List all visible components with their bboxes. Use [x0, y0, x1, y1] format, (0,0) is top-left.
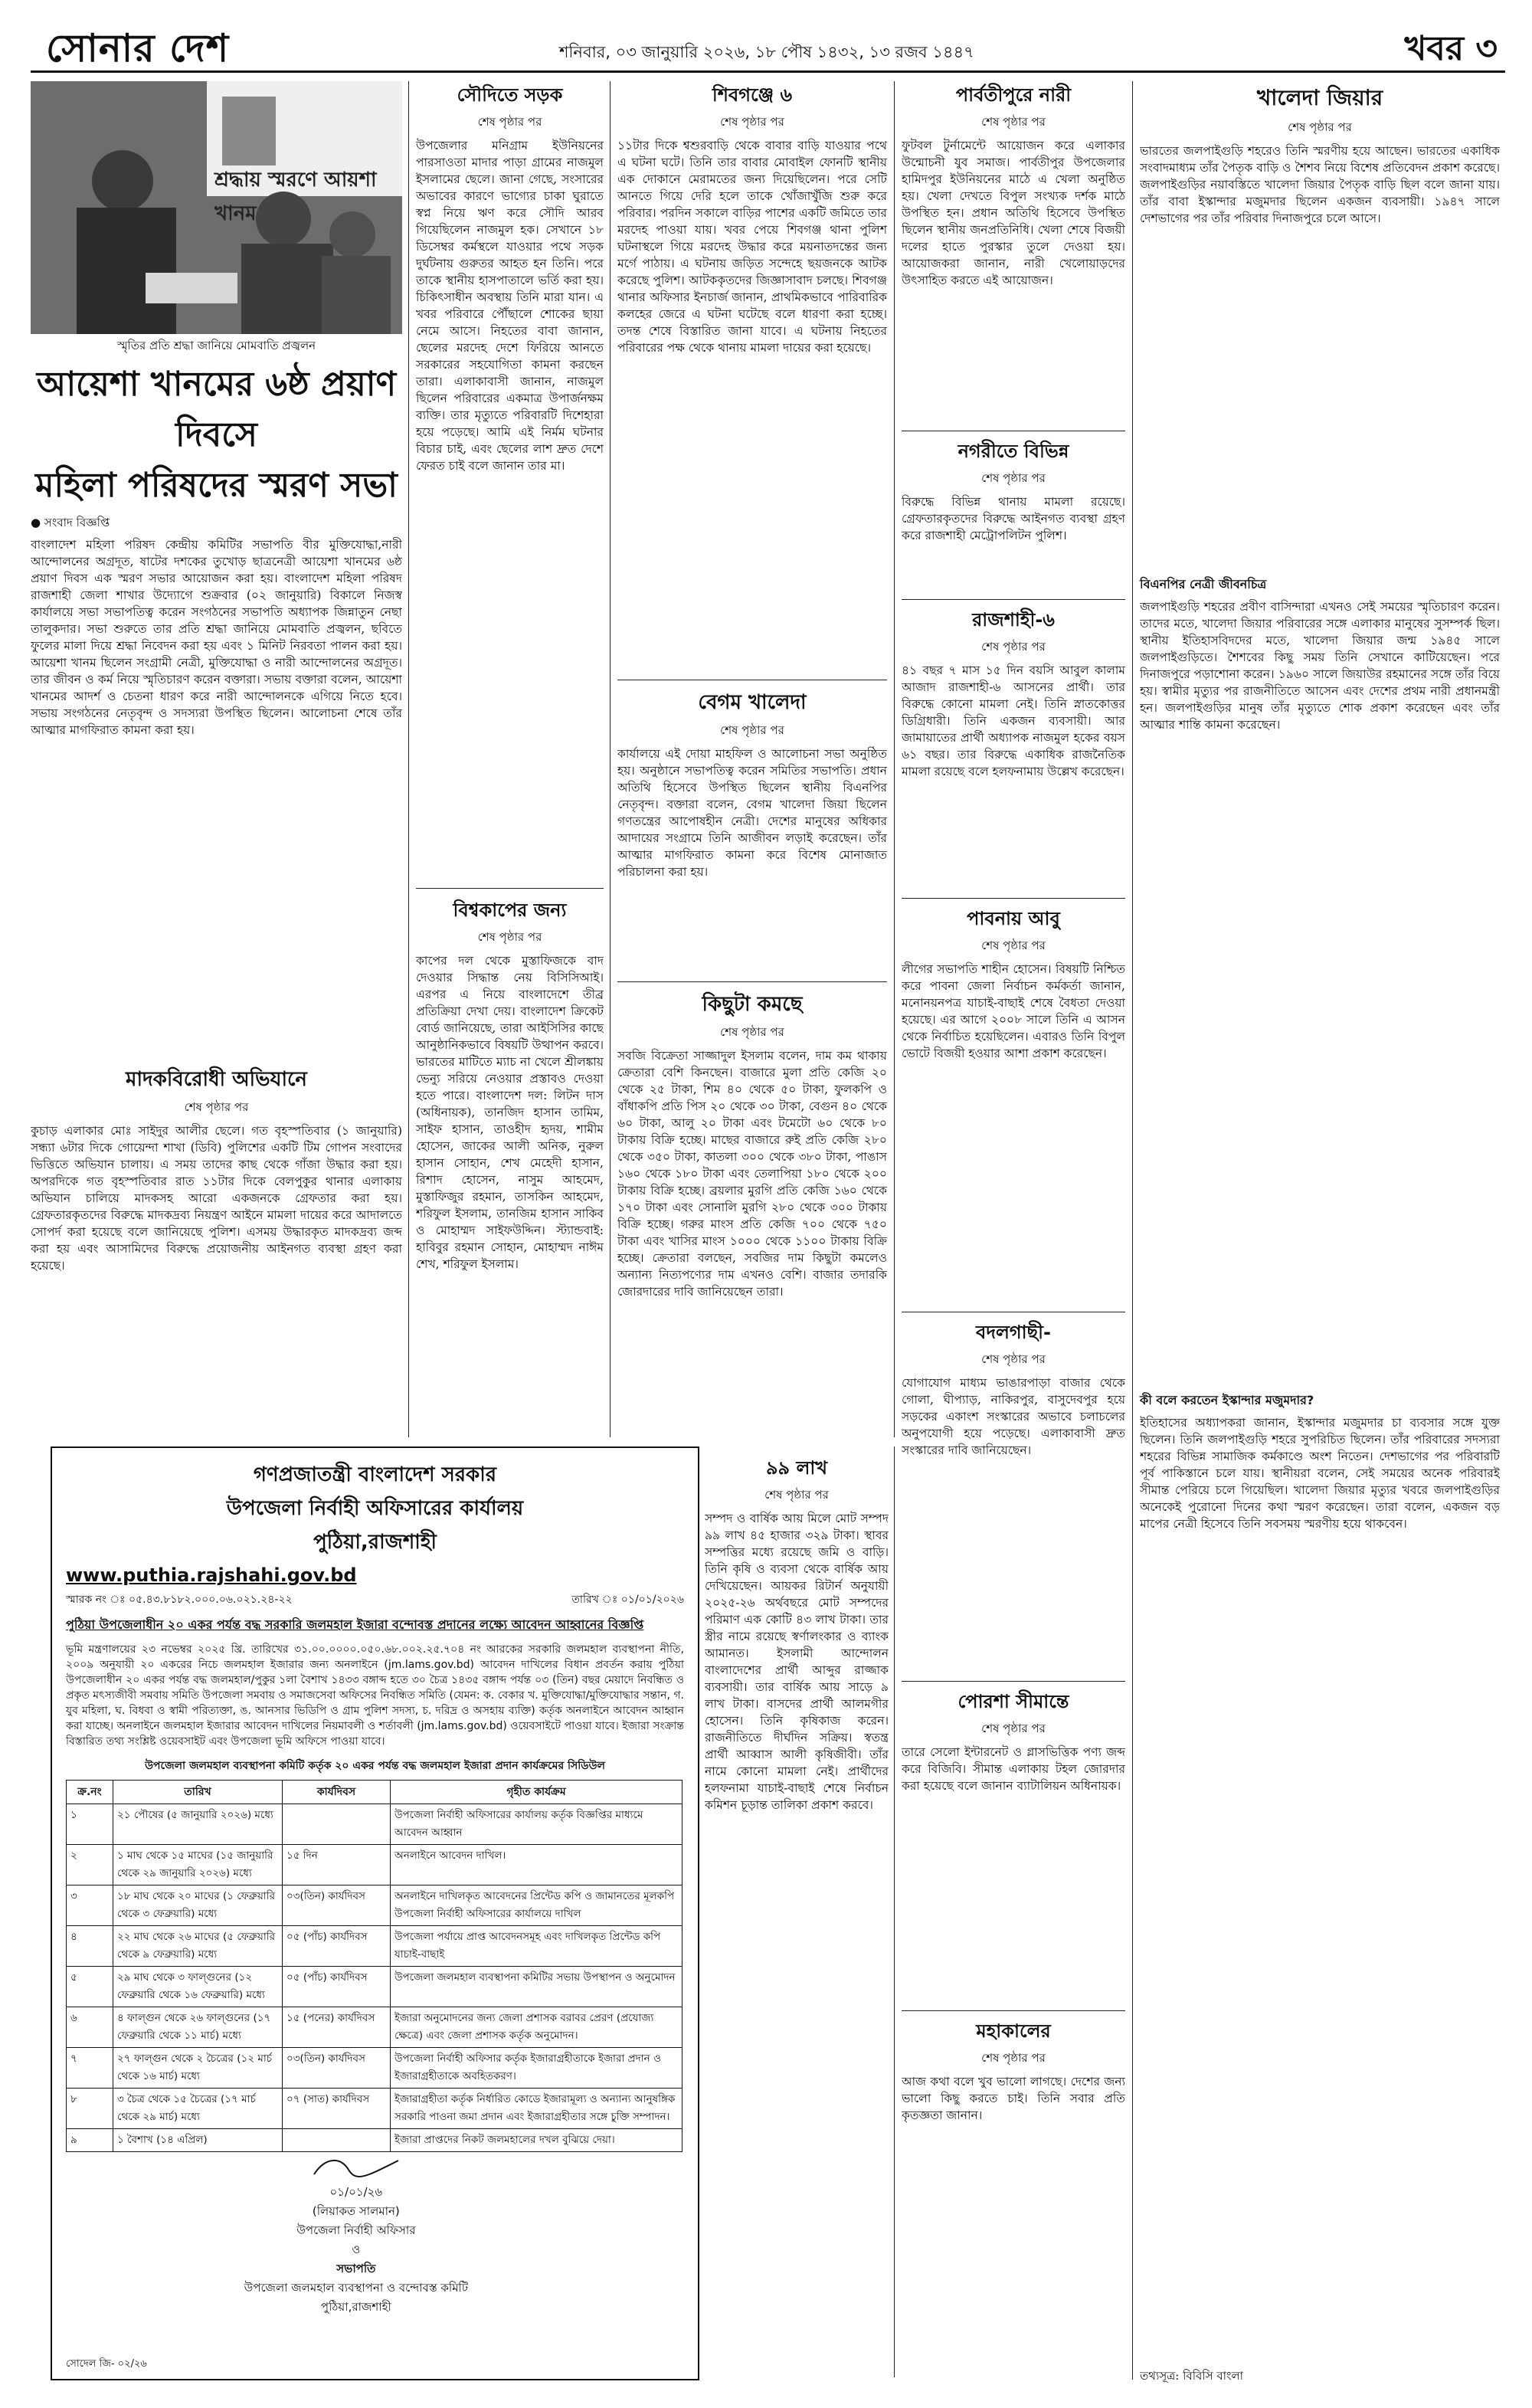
article-title: শিবগঞ্জে ৬	[712, 84, 793, 106]
article-body: আজ কথা বলে খুব ভালো লাগছে। দেশের জন্য ভালো কিছু করতে চাই। তিনি সবার প্রতি কৃতজ্ঞতা জানান।	[902, 2075, 1125, 2122]
newspaper-page	[31, 20, 1505, 2387]
article-body: যোগাযোগ মাধ্যম ভাঙারপাড়া বাজার থেকে গোলা, ঘীপ্যাড়, নাকিরপুর, বাসুদেবপুর হয়ে সড়কের একাংশ সংস্কারের অভাবে চলাচলের অনুপযোগী হয়ে পড়েছে। এলাকাবাসী দ্রুত সংস্কারের দাবি জানিয়েছেন।	[902, 1376, 1125, 1457]
article-title: সৌদিতে সড়ক	[457, 84, 563, 106]
article-divider	[902, 599, 1125, 600]
table-cell: উপজেলা নির্বাহী অফিসার কর্তৃক ইজারাগ্রহীতাকে ইজারা প্রদান ও ইজারাগ্রহীতাকে অবহিতকরণ।	[391, 2048, 683, 2089]
article-divider	[902, 1681, 1125, 1682]
table-cell: ৮	[67, 2089, 113, 2129]
signer-title: উপজেলা নির্বাহী অফিসার	[296, 2223, 416, 2237]
article-title: ৯৯ লাখ	[765, 1457, 828, 1479]
ad-code: সোদেল জি- ০২/২৬	[66, 2358, 147, 2370]
continued-label: শেষ পৃষ্ঠার পর	[477, 115, 542, 129]
article-body: কুচাড় এলাকার মোঃ সাইদুর আলীর ছেলে। গত বৃহস্পতিবার (১ জানুয়ারি) সন্ধ্যা ৬টার দিকে গোয়েন্দা শাখা (ডিবি) পুলিশের একটি টিম গোপন সংবাদের ভিত্তিতে অভিযান চালায়। এ সময় তাদের কাছ থেকে গাঁজা উদ্ধার করা হয়। অপরদিকে গত বৃহস্পতিবার রাত ১১টার দিকে বেলপুকুর থানার এলাকায় অভিযান চালিয়ে মাদকসহ আরো একজনকে গ্রেফতার করা হয়। গ্রেফতারকৃতদের বিরুদ্ধে মাদকদ্রব্য নিয়ন্ত্রণ আইনে মামলা দায়ের করে আদালতে সোপর্দ করা হয়েছে বলে জানিয়েছে পুলিশ। এসময় উদ্ধারকৃত মাদকদ্রব্য জব্দ করা হয় এবং আসামিদের বিরুদ্ধে প্রয়োজনীয় আইনগত ব্যবস্থা গ্রহণ করা হয়েছে।	[31, 1124, 402, 1273]
continued-label: শেষ পৃষ্ঠার পর	[981, 115, 1046, 129]
continued-label: শেষ পৃষ্ঠার পর	[981, 2051, 1046, 2065]
notice-website[interactable]: www.puthia.rajshahi.gov.bd	[66, 1564, 357, 1586]
column-5	[1140, 81, 1500, 2387]
signature-date: ০১/০১/২৬	[329, 2185, 383, 2199]
table-header: তারিখ	[113, 1781, 283, 1804]
notice-office: উপজেলা নির্বাহী অফিসারের কার্যালয়	[226, 1497, 524, 1520]
issue-date: শনিবার, ০৩ জানুয়ারি ২০২৬, ১৮ পৌষ ১৪৩২, ১৩ রজব ১৪৪৭	[559, 43, 974, 61]
table-cell: ২২ মাঘ থেকে ২৬ মাঘের (৫ ফেব্রুয়ারি থেকে ৯ ফেব্রুয়ারি) মধ্যে	[113, 1926, 283, 1967]
article-body: ১১টার দিকে শ্বশুরবাড়ি থেকে বাবার বাড়ি যাওয়ার পথে এ ঘটনা ঘটে। তিনি তার বাবার মোবাইল ফোনটি স্থানীয় এক দোকানে মেরামতের জন্য দিয়েছিলেন। পরে সেটি আনতে গিয়ে দেরি হলে তাকে খোঁজাখুঁজি শুরু করে পরিবার। পরদিন সকালে বাড়ির পাশের একটি জমিতে তার মরদেহ পাওয়া যায়। খবর পেয়ে শিবগঞ্জ থানা পুলিশ ঘটনাস্থলে গিয়ে মরদেহ উদ্ধার করে ময়নাতদন্তের জন্য মর্গে পাঠায়। এ ঘটনায় জড়িত সন্দেহে ছয়জনকে আটক করেছে পুলিশ। আটককৃতদের জিজ্ঞাসাবাদ চলছে। শিবগঞ্জ থানার অফিসার ইনচার্জ জানান, প্রাথমিকভাবে পারিবারিক কলহের জেরে এ ঘটনা ঘটেছে বলে ধারণা করা হচ্ছে। তদন্ত শেষে বিস্তারিত জানা যাবে। এ ঘটনায় নিহতের পরিবারের পক্ষ থেকে থানায় মামলা দায়ের করা হয়েছে।	[617, 139, 887, 355]
signer-role: সভাপতি	[336, 2262, 376, 2275]
article-body: তারে সেলো ইন্টারনেট ও গ্লাসভিত্তিক পণ্য জব্দ করে বিজিবি। সীমান্ত এলাকায় টহল জোরদার করা হয়েছে বলে জানান ব্যাটালিয়ন অধিনায়ক।	[902, 1745, 1125, 1793]
notice-title: পুঠিয়া উপজেলাধীন ২০ একর পর্যন্ত বদ্ধ সরকারি জলমহাল ইজারা বন্দোবস্ত প্রদানের লক্ষ্যে আবেদন আহ্বানের বিজ্ঞপ্তি	[66, 1617, 644, 1632]
table-cell: উপজেলা পর্যায়ে প্রাপ্ত আবেদনসমূহ এবং দাখিলকৃত প্রিন্টেড কপি যাচাই-বাছাই	[391, 1926, 683, 1967]
table-cell: ১	[67, 1804, 113, 1845]
continued-label: শেষ পৃষ্ঠার পর	[764, 1488, 829, 1502]
article-body: কাপের দল থেকে মুস্তাফিজকে বাদ দেওয়ার সিদ্ধান্ত নেয় বিসিসিআই। এরপর এ নিয়ে বাংলাদেশে তীব্র প্রতিক্রিয়া দেখা দেয়। বাংলাদেশ ক্রিকেট বোর্ড জানিয়েছে, তারা আইসিসির কাছে আনুষ্ঠানিকভাবে বিষয়টি উত্থাপন করবে। ভারতের মাটিতে ম্যাচ না খেলে শ্রীলঙ্কায় ভেন্যু সরিয়ে নেওয়ার প্রস্তাবও দেওয়া হতে পারে। বাংলাদেশ দল: লিটন দাস (অধিনায়ক), তানজিদ হাসান তামিম, সাইফ হাসান, তাওহীদ হৃদয়, শামীম হোসেন, জাকের আলী অনিক, নুরুল হাসান সোহান, শেখ মেহেদী হাসান, রিশাদ হোসেন, নাসুম আহমেদ, মুস্তাফিজুর রহমান, তাসকিন আহমেদ, শরিফুল ইসলাম, তানজিম হাসান সাকিব ও মোহাম্মদ সাইফউদ্দিন। স্ট্যান্ডবাই: হাবিবুর রহমান সোহান, মোহাম্মদ নাঈম শেখ, শরিফুল ইসলাম।	[416, 954, 604, 1271]
newspaper-logo: সোনার দেশ	[46, 25, 230, 70]
article-body: জলপাইগুড়ি শহরের প্রবীণ বাসিন্দারা এখনও সেই সময়ের স্মৃতিচারণ করেন। তাদের মতে, খালেদা জিয়ার পরিবারের সঙ্গে এলাকার মানুষের সুসম্পর্ক ছিল। স্থানীয় ইতিহাসবিদদের মতে, খালেদা জিয়ার জন্ম ১৯৪৫ সালে জলপাইগুড়িতে। শৈশবের কিছু সময় তিনি সেখানে কাটিয়েছেন। পরে দিনাজপুরে পড়াশোনা করেন। ১৯৬০ সালে জিয়াউর রহমানের সঙ্গে তাঁর বিয়ে হয়। স্বামীর মৃত্যুর পর রাজনীতিতে আসেন এবং দেশের প্রথম নারী প্রধানমন্ত্রী হন। জলপাইগুড়ির মানুষ তাঁর মৃত্যুতে শোক প্রকাশ করেছেন এবং তাঁর আত্মার শান্তি কামনা করেছেন।	[1140, 600, 1500, 732]
article-divider	[617, 981, 887, 982]
continued-label: শেষ পৃষ্ঠার পর	[477, 930, 542, 944]
continued-label: শেষ পৃষ্ঠার পর	[720, 115, 784, 129]
photo-banner-text: শ্রদ্ধায় স্মরণে আয়শা খানম	[214, 169, 377, 225]
article-divider	[902, 898, 1125, 899]
continued-label: শেষ পৃষ্ঠার পর	[720, 1025, 784, 1039]
table-cell: ইজারাগ্রহীতা কর্তৃক নির্ধারিত কোডে ইজারামূল্য ও অন্যান্য আনুষঙ্গিক সরকারি পাওনা জমা প্রদান এবং ইজারাগ্রহীতার সঙ্গে চুক্তি সম্পাদন।	[391, 2089, 683, 2129]
article-source: তথ্যসূত্র: বিবিসি বাংলা	[1140, 2369, 1243, 2383]
table-cell: ১৮ মাঘ থেকে ২০ মাঘের (১ ফেব্রুয়ারি থেকে ৩ ফেব্রুয়ারি) মধ্যে	[113, 1885, 283, 1926]
table-row	[67, 2129, 683, 2152]
article-title: মহাকালের	[976, 2020, 1051, 2042]
signer-and: ও	[352, 2243, 361, 2256]
column-99-lakh	[705, 1454, 889, 2383]
table-cell: ৬	[67, 2007, 113, 2048]
table-cell: উপজেলা নির্বাহী অফিসারের কার্যালয় কর্তৃক বিজ্ঞপ্তির মাধ্যমে আবেদন আহ্বান	[391, 1804, 683, 1845]
article-title: নগরীতে বিভিন্ন	[958, 441, 1069, 462]
article-body: উপজেলার মনিগ্রাম ইউনিয়নের পারসাওতা মাদার পাড়া গ্রামের নাজমুল ইসলামের ছেলে। জানা গেছে, সংসারের অভাবের কারণে ভাগ্যের চাকা ঘুরাতে স্বপ্ন নিয়ে ঋণ করে সৌদি আরব গিয়েছিলেন নাজমুল হক। সেখানে ১৮ ডিসেম্বর কর্মস্থলে যাওয়ার পথে সড়ক দুর্ঘটনায় গুরুতর আহত হন তিনি। পরে তাকে স্থানীয় হাসপাতালে ভর্তি করা হয়। চিকিৎসাধীন অবস্থায় তিনি মারা যান। এ খবর পরিবারে পৌঁছালে শোকের ছায়া নেমে আসে। নিহতের বাবা জানান, ছেলের মরদেহ দেশে ফিরিয়ে আনতে সরকারের সহযোগিতা কামনা করছেন তারা। এলাকাবাসী জানান, নাজমুল ছিলেন পরিবারের একমাত্র উপার্জনক্ষম ব্যক্তি। তার মৃত্যুতে পরিবারটি দিশেহারা হয়ে পড়েছে। আমি এই নির্মম ঘটনার বিচার চাই, এবং ছেলের লাশ দ্রুত দেশে ফেরত চাই বলে জানান তার মা।	[416, 139, 604, 473]
government-notice	[51, 1446, 699, 2380]
table-cell: ০৫ (পাঁচ) কার্যদিবস	[283, 1926, 391, 1967]
table-cell: ৩ চৈত্র থেকে ১৫ চৈত্রের (১৭ মার্চ থেকে ২৯ মার্চ) মধ্যে	[113, 2089, 283, 2129]
table-cell	[283, 2129, 391, 2152]
table-cell: ১ মাঘ থেকে ১৫ মাঘের (১৫ জানুয়ারি থেকে ২৯ জানুয়ারি ২০২৬) মধ্যে	[113, 1845, 283, 1885]
column-3	[617, 81, 887, 1476]
lead-article-body: বাংলাদেশ মহিলা পরিষদ কেন্দ্রীয় কমিটির সভাপতি বীর মুক্তিযোদ্ধা,নারী আন্দোলনের অগ্রদূত, ষাটের দশকের তুখোড় ছাত্রনেত্রী আয়েশা খানমের ৬ষ্ঠ প্রয়াণ দিবস এক স্মরণ সভার আয়োজন করা হয়। বাংলাদেশ মহিলা পরিষদ রাজশাহী জেলা শাখার উদ্যোগে শুক্রবার (০২ জানুয়ারি) বিকালে নিজস্ব কার্যালয়ে সভা সভাপতিত্ব করেন সংগঠনের সভাপতি অধ্যাপক জিন্নাতুন নেছা তালুকদার। সভা শুরুতে তার প্রতি শ্রদ্ধা জানিয়ে মোমবাতি প্রজ্বলন, ছবিতে ফুলের মালা দিয়ে শ্রদ্ধা নিবেদন করা হয় এবং ১ মিনিট নিরবতা পালন করা হয়। আয়েশা খানম ছিলেন সংগ্রামী নেত্রী, মুক্তিযোদ্ধা ও নারী আন্দোলনের অগ্রদূত। তার জীবন ও কর্ম নিয়ে স্মৃতিচারণ করেন বক্তারা। সভায় বক্তারা বলেন, আয়েশা খানমের আদর্শ ও চেতনা ধারণ করে নারী আন্দোলনকে এগিয়ে নিতে হবে। সভায় সংগঠনের নেতৃবৃন্দ ও সদস্যরা উপস্থিত ছিলেন। আলোচনা শেষে তাঁর আত্মার মাগফিরাত কামনা করা হয়।	[31, 538, 402, 737]
table-cell: ৩	[67, 1885, 113, 1926]
headline-line-1: আয়েশা খানমের ৬ষ্ঠ প্রয়াণ দিবসে	[36, 365, 397, 454]
article-body: বিরুদ্ধে বিভিন্ন থানায় মামলা রয়েছে। গ্রেফতারকৃতদের বিরুদ্ধে আইনগত ব্যবস্থা গ্রহণ করে রাজশাহী মেট্রোপলিটন পুলিশ।	[902, 495, 1125, 542]
signer-place: পুঠিয়া,রাজশাহী	[320, 2300, 391, 2314]
column-divider	[408, 81, 409, 1437]
article-body: ইতিহাসের অধ্যাপকরা জানান, ইস্কান্দার মজুমদার চা ব্যবসার সঙ্গে যুক্ত ছিলেন। তিনি জলপাইগুড়ি শহরে সুপরিচিত ছিলেন। তাঁর পরিবারের সদস্যরা শহরের বিভিন্ন সামাজিক কর্মকাণ্ডে অংশ নিতেন। দেশভাগের পর পরিবারটি পূর্ব পাকিস্তানে চলে যায়। স্থানীয়রা বলেন, সেই সময়ের অনেক পরিবারই সীমান্ত পেরিয়ে চলে গিয়েছিল। খালেদা জিয়ার মৃত্যুর খবরে জলপাইগুড়ির অনেকেই পুরোনো দিনের কথা স্মরণ করেছেন। তারা বলেন, একজন বড় মাপের নেত্রী হিসেবে তিনি সবসময় স্মরণীয় হয়ে থাকবেন।	[1140, 1416, 1500, 1531]
continued-label: শেষ পৃষ্ঠার পর	[981, 640, 1046, 654]
column-divider	[1132, 81, 1133, 2380]
article-body: কার্যালয়ে এই দোয়া মাহফিল ও আলোচনা সভা অনুষ্ঠিত হয়। অনুষ্ঠানে সভাপতিত্ব করেন সমিতির সভাপতি। প্রধান অতিথি হিসেবে উপস্থিত ছিলেন স্থানীয় বিএনপির নেতৃবৃন্দ। বক্তারা বলেন, বেগম খালেদা জিয়া ছিলেন গণতন্ত্রের আপোষহীন নেত্রী। দেশের মানুষের অধিকার আদায়ের সংগ্রামে তিনি আজীবন লড়াই করেছেন। তাঁর আত্মার মাগফিরাত কামনা করে বিশেষ মোনাজাত পরিচালনা করা হয়।	[617, 747, 887, 879]
article-body: সবজি বিক্রেতা সাজ্জাদুল ইসলাম বলেন, দাম কম থাকায় ক্রেতারা বেশি কিনছেন। বাজারে মুলা প্রতি কেজি ২০ থেকে ২৫ টাকা, শিম ৪০ থেকে ৫০ টাকা, ফুলকপি ও বাঁধাকপি প্রতি পিস ২০ থেকে ৩০ টাকা, বেগুন ৪০ থেকে ৬০ টাকা, আলু ২০ টাকা এবং টমেটো ৬০ থেকে ৮০ টাকায় বিক্রি হচ্ছে। মাছের বাজারে রুই প্রতি কেজি ২৮০ থেকে ৩৫০ টাকা, কাতলা ৩০০ থেকে ৩৮০ টাকা, পাঙাস ১৬০ থেকে ১৮০ টাকা এবং তেলাপিয়া ১৮০ থেকে ২০০ টাকায় বিক্রি হচ্ছে। ব্রয়লার মুরগি প্রতি কেজি ১৬০ থেকে ১৭০ টাকা এবং সোনালি মুরগি ২৮০ থেকে ৩০০ টাকায় বিক্রি হচ্ছে। গরুর মাংস প্রতি কেজি ৭০০ থেকে ৭৫০ টাকা এবং খাসির মাংস ১০০০ থেকে ১১০০ টাকায় বিক্রি হচ্ছে। ক্রেতারা বলছেন, সবজির দাম কিছুটা কমলেও অন্যান্য নিত্যপণ্যের দাম এখনও বেশি। বাজার তদারকি জোরদারের দাবি জানিয়েছেন তারা।	[617, 1049, 887, 1299]
article-body: ভারতের জলপাইগুড়ি শহরেও তিনি স্মরণীয় হয়ে আছেন। ভারতের একাধিক সংবাদমাধ্যম তাঁর পৈতৃক বাড়ি ও শৈশব নিয়ে বিশেষ প্রতিবেদন প্রকাশ করেছে। জলপাইগুড়ির নয়াবস্তিতে খালেদা জিয়ার পৈতৃক বাড়ি ছিল বলে জানা যায়। তাঁর বাবা ইস্কান্দার মজুমদার ছিলেন একজন ব্যবসায়ী। ১৯৪৭ সালে দেশভাগের পর তাঁর পরিবার দিনাজপুরে চলে আসে।	[1140, 144, 1500, 225]
column-2	[416, 81, 604, 1427]
continued-label: শেষ পৃষ্ঠার পর	[981, 1722, 1046, 1735]
table-row	[67, 1967, 683, 2007]
notice-date: তারিখ ঃ ০১/০১/২০২৬	[571, 1594, 684, 1606]
article-title: বদলগাছী-	[976, 1322, 1051, 1343]
notice-memo: স্মারক নং ঃ ০৫.৪৩.৮১৮২.০০০.০৬.০২১.২৪-২২	[66, 1594, 293, 1606]
continued-label: শেষ পৃষ্ঠার পর	[184, 1100, 249, 1114]
article-title: পোরশা সীমান্তে	[958, 1691, 1069, 1712]
column-4	[902, 81, 1125, 1489]
section-label: খবর ৩	[1404, 29, 1498, 68]
table-cell: ৫	[67, 1967, 113, 2007]
article-subheading: বিএনপির নেত্রী জীবনচিত্র	[1140, 577, 1267, 591]
continued-label: শেষ পৃষ্ঠার পর	[981, 1352, 1046, 1366]
table-row	[67, 1804, 683, 1845]
continued-label: শেষ পৃষ্ঠার পর	[1288, 120, 1352, 134]
table-header: গৃহীত কার্যক্রম	[391, 1781, 683, 1804]
table-row	[67, 1885, 683, 1926]
continued-label: শেষ পৃষ্ঠার পর	[981, 939, 1046, 952]
article-title: কিছুটা কমছে	[702, 993, 803, 1016]
article-body: লীগের সভাপতি শাহীন হোসেন। বিষয়টি নিশ্চিত করে পাবনা জেলা নির্বাচন কর্মকর্তা জানান, মনোনয়নপত্র যাচাই-বাছাই শেষে বৈধতা দেওয়া হয়েছে। এর আগে ২০০৮ সালে তিনি এ আসন থেকে নির্বাচিত হয়েছিলেন। এবারও তিনি বিপুল ভোটে বিজয়ী হওয়ার আশা প্রকাশ করেছেন।	[902, 962, 1125, 1060]
signature-block	[244, 2153, 468, 2318]
column-divider	[894, 81, 895, 1437]
table-cell: ৪ ফাল্গুন থেকে ২৬ ফাল্গুনের (১৭ ফেব্রুয়ারি থেকে ১১ মার্চ) মধ্যে	[113, 2007, 283, 2048]
table-cell: ইজারা অনুমোদনের জন্য জেলা প্রশাসক বরাবর প্রেরণ (প্রযোজ্য ক্ষেত্রে) এবং জেলা প্রশাসক কর্তৃক অনুমোদন।	[391, 2007, 683, 2048]
column-divider	[894, 1446, 895, 2377]
article-divider	[902, 2010, 1125, 2011]
continued-label: শেষ পৃষ্ঠার পর	[981, 471, 1046, 485]
table-cell: ০৩(তিন) কার্যদিবস	[283, 1885, 391, 1926]
article-subheading: কী বলে করতেন ইস্কান্দার মজুমদার?	[1140, 1393, 1314, 1407]
photo-caption: স্মৃতির প্রতি শ্রদ্ধা জানিয়ে মোমবাতি প্রজ্বলন	[116, 339, 316, 352]
table-cell: ০৭ (সাত) কার্যদিবস	[283, 2089, 391, 2129]
notice-body: ভূমি মন্ত্রণালয়ের ২৩ নভেম্বর ২০২৫ খ্রি. তারিখের ৩১.০০.০০০০.০৫০.৬৮.০০২.২৫.৭০৪ নং আরকের সরকারি জলমহাল ব্যবস্থাপনা নীতি, ২০০৯ অনুযায়ী ২০ একরের নিচে জলমহাল ইজারার জন্য অনলাইনে (jm.lams.gov.bd) আবেদন দাখিলের বিধান প্রবর্তন করায় পুঠিয়া উপজেলাধীন ২০ একর পর্যন্ত বদ্ধ জলমহাল/পুকুর ১লা বৈশাখ ১৪৩৩ বঙ্গাব্দ হতে ৩০ চৈত্র ১৪৩৫ বঙ্গাব্দ পর্যন্ত ০৩ (তিন) বছর মেয়াদে নিবন্ধিত ও প্রকৃত মৎস্যজীবী সমবায় সমিতি উপজেলা সমবায় ও সমাজসেবা অফিসের নিবন্ধিত সমিতি (যেমন: ক. বেকার খ. মুক্তিযোদ্ধা/মুক্তিযোদ্ধার সন্তান, গ. যুব মহিলা, ঘ. বিধবা ও স্বামী পরিত্যক্তা, ঙ. আনসার ভিডিপি ও গ্রাম পুলিশ সদস্য, চ. দরিদ্র ও অসহায় ব্যক্তি) কর্তৃক অনলাইনে আবেদন আহ্বান করা যাচ্ছে। অনলাইনে জলমহাল ইজারার আবেদন দাখিলের নিয়মাবলী ও শর্তাবলী (jm.lams.gov.bd) ওয়েবসাইটে পাওয়া যাবে। ইজারা সংক্রান্ত বিস্তারিত তথ্য সংশ্লিষ্ট ওয়েবসাইট এবং উপজেলা ভূমি অফিসে পাওয়া যাবে।	[66, 1643, 684, 1748]
lead-photo	[31, 81, 402, 334]
table-row	[67, 2007, 683, 2048]
table-cell: ২৭ ফাল্গুন থেকে ২ চৈত্রের (১২ মার্চ থেকে ১৬ মার্চ) মধ্যে	[113, 2048, 283, 2089]
table-row	[67, 2048, 683, 2089]
article-title: পাবনায় আবু	[967, 908, 1060, 929]
article-title: মাদকবিরোধী অভিযানে	[126, 1068, 307, 1091]
table-cell: ১৫ (পনের) কার্যদিবস	[283, 2007, 391, 2048]
table-cell: উপজেলা জলমহাল ব্যবস্থাপনা কমিটির সভায় উপস্থাপন ও অনুমোদন	[391, 1967, 683, 2007]
article-title: রাজশাহী-৬	[972, 609, 1055, 631]
table-cell: ৯	[67, 2129, 113, 2152]
lead-column	[31, 81, 402, 1475]
table-cell: ২৯ মাঘ থেকে ৩ ফাল্গুনের (১২ ফেব্রুয়ারি থেকে ১৬ ফেব্রুয়ারি) মধ্যে	[113, 1967, 283, 2007]
signer-name: (লিয়াকত সালমান)	[312, 2204, 400, 2218]
headline-line-2: মহিলা পরিষদের স্মরণ সভা	[35, 466, 398, 505]
notice-gov: গণপ্রজাতন্ত্রী বাংলাদেশ সরকার	[253, 1463, 497, 1486]
table-cell: ইজারা প্রাপ্তদের নিকট জলমহালের দখল বুঝিয়ে দেয়া।	[391, 2129, 683, 2152]
schedule-table	[66, 1780, 683, 2152]
schedule-title: উপজেলা জলমহাল ব্যবস্থাপনা কমিটি কর্তৃক ২০ একর পর্যন্ত বদ্ধ জলমহাল ইজারা প্রদান কার্যক্রমের সিডিউল	[145, 1760, 605, 1772]
table-header: কার্যদিবস	[283, 1781, 391, 1804]
article-title: বিশ্বকাপের জন্য	[453, 899, 567, 921]
byline: ● সংবাদ বিজ্ঞপ্তি	[31, 516, 110, 529]
article-title: খালেদা জিয়ার	[1256, 85, 1383, 110]
table-cell: অনলাইনে আবেদন দাখিল।	[391, 1845, 683, 1885]
table-cell: ৭	[67, 2048, 113, 2089]
notice-place: পুঠিয়া,রাজশাহী	[313, 1531, 437, 1554]
article-title: বেগম খালেদা	[698, 691, 807, 714]
table-row	[67, 1926, 683, 1967]
article-divider	[416, 888, 604, 889]
table-cell: ১ বৈশাখ (১৪ এপ্রিল)	[113, 2129, 283, 2152]
table-cell: ০৫ (পাঁচ) কার্যদিবস	[283, 1967, 391, 2007]
table-cell: ০৩(তিন) কার্যদিবস	[283, 2048, 391, 2089]
article-body: ফুটবল টুর্নামেন্টে আয়োজন করে এলাকার উন্মোচনী যুব সমাজ। পার্বতীপুর উপজেলার হামিদপুর ইউনিয়নের মাঠে এ খেলা অনুষ্ঠিত হয়। খেলা দেখতে বিপুল সংখ্যক দর্শক মাঠে উপস্থিত হন। প্রধান অতিথি হিসেবে উপস্থিত ছিলেন স্থানীয় জনপ্রতিনিধি। খেলা শেষে বিজয়ী দলের হাতে পুরস্কার তুলে দেওয়া হয়। আয়োজকরা জানান, নারী খেলোয়াড়দের উৎসাহিত করতে এই আয়োজন।	[902, 139, 1125, 287]
continued-label: শেষ পৃষ্ঠার পর	[720, 723, 784, 737]
table-cell: ২	[67, 1845, 113, 1885]
article-body: সম্পদ ও বার্ষিক আয় মিলে মোট সম্পদ ৯৯ লাখ ৪৫ হাজার ৩২৯ টাকা। স্থাবর সম্পত্তির মধ্যে রয়েছে জমি ও বাড়ি। তিনি কৃষি ও ব্যবসা থেকে বার্ষিক আয় দেখিয়েছেন। আয়কর রিটার্ন অনুযায়ী ২০২৫-২৬ অর্থবছরে মোট সম্পদের পরিমাণ এক কোটি ৪৩ লাখ টাকা। তার স্ত্রীর নামে রয়েছে স্বর্ণালংকার ও ব্যাংক আমানত। ইসলামী আন্দোলন বাংলাদেশের প্রার্থী আব্দুর রাজ্জাক ব্যবসায়ী। তার বার্ষিক আয় সাড়ে ৯ লাখ টাকা। বাসদের প্রার্থী আলমগীর হোসেন। তিনি কৃষিকাজ করেন। রাজনীতিতে দীর্ঘদিন সক্রিয়। স্বতন্ত্র প্রার্থী আব্বাস আলী কৃষিজীবী। তাঁর নামে কোনো মামলা নেই। প্রার্থীদের হলফনামা যাচাই-বাছাই শেষে নির্বাচন কমিশন চূড়ান্ত তালিকা প্রকাশ করবে।	[705, 1512, 889, 1812]
table-row	[67, 1845, 683, 1885]
column-4-lower	[902, 1675, 1125, 2364]
table-cell: ৪	[67, 1926, 113, 1967]
signer-committee: উপজেলা জলমহাল ব্যবস্থাপনা ও বন্দোবস্ত কমিটি	[244, 2281, 468, 2295]
masthead	[31, 20, 1505, 73]
table-cell: ২১ পৌষের (৫ জানুয়ারি ২০২৬) মধ্যে	[113, 1804, 283, 1845]
table-header: ক্র.নং	[67, 1781, 113, 1804]
article-title: পার্বতীপুরে নারী	[955, 84, 1072, 106]
article-body: ৪১ বছর ৭ মাস ১৫ দিন বয়সি আবুল কালাম আজাদ রাজশাহী-৬ আসনের প্রার্থী। তার বিরুদ্ধে কোনো মামলা নেই। তিনি স্নাতকোত্তর ডিগ্রিধারী। তিনি একজন ব্যবসায়ী। আর জামায়াতের প্রার্থী অধ্যাপক নাজমুল হকের বয়স ৬১ বছর। তার বিরুদ্ধে একাধিক রাজনৈতিক মামলা রয়েছে বলে হলফনামায় উল্লেখ করেছেন।	[902, 663, 1125, 778]
table-cell	[283, 1804, 391, 1845]
table-cell: অনলাইনে দাখিলকৃত আবেদনের প্রিন্টেড কপি ও জামানতের মূলকপি উপজেলা নির্বাহী অফিসারের কার্যালয়ে দাখিল	[391, 1885, 683, 1926]
column-divider	[610, 81, 611, 1437]
table-row	[67, 2089, 683, 2129]
signature-mark	[310, 2153, 402, 2180]
table-cell: ১৫ দিন	[283, 1845, 391, 1885]
